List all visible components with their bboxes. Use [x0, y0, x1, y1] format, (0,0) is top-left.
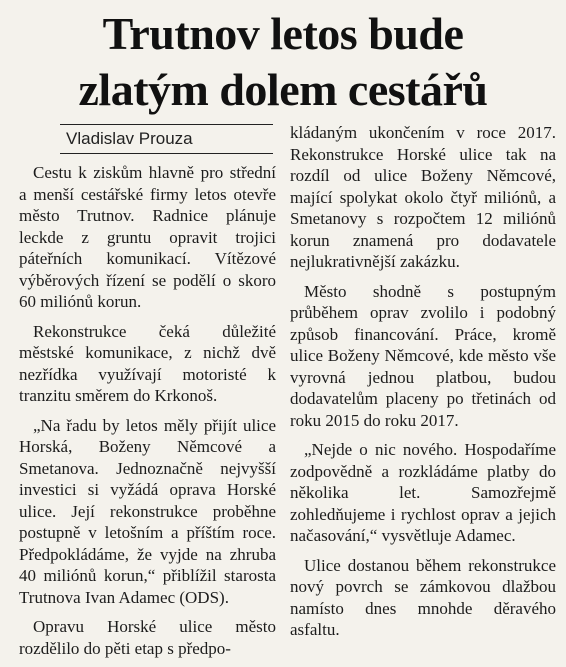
paragraph-continuation: kládaným ukončením v roce 2017. Rekonstrukce Horské ulice tak na rozdíl od ulice Boženy Němcové, mající spolykat okolo čtyř miliónů, a Smetanovy s rozpočtem 12 miliónů korun znamená pro dodavatele nejlukrativnější zakázku. [290, 123, 556, 271]
headline [0, 6, 566, 118]
paragraph: Město shodně s postupným průběhem oprav zvolilo i podobný způsob financování. Práce, kromě ulice Boženy Němcové, kde město vše vyrovná jednou platbou, budou dodavatelům placeny po třetinách od roku 2015 do roku 2017. [290, 281, 556, 430]
right-column [290, 122, 556, 649]
byline-top-rule [60, 124, 273, 125]
paragraph: „Na řadu by letos měly přijít ulice Horská, Boženy Němcové a Smetanova. Jednoznačně nejvyšší investici si vyžádá oprava Horské ulice. Její rekonstrukce proběhne postupně v letošním a příštím roce. Předpokládáme, že vyjde na zhruba 40 miliónů korun,“ přiblížil starosta Trutnova Ivan Adamec (ODS). [19, 415, 276, 607]
paragraph: „Nejde o nic nového. Hospodaříme zodpovědně a rozkládáme platby do několika let. Samozřejmě zohledňujeme i rychlost oprav a jejich načasování,“ vysvětluje Adamec. [290, 440, 556, 545]
author-byline: Vladislav Prouza [66, 129, 193, 148]
byline-bottom-rule [60, 153, 273, 154]
paragraph: Opravu Horské ulice město rozdělilo do pěti etap s předpo- [19, 617, 276, 658]
headline-line-1: Trutnov letos bude [102, 8, 464, 59]
paragraph: Cestu k ziskům hlavně pro střední a menší cestářské firmy letos otevře město Trutnov. Radnice plánuje leckde z gruntu opravit trojici páteřních komunikací. Vítězové výběrových řízení se podělí o skoro 60 miliónů korun. [19, 163, 276, 311]
left-column [19, 162, 276, 667]
paragraph: Rekonstrukce čeká důležité městské komunikace, z nichž dvě nezřídka využívají motoristé k tranzitu směrem do Krkonoš. [19, 321, 276, 405]
headline-line-2: zlatým dolem cestářů [78, 64, 488, 115]
paragraph: Ulice dostanou během rekonstrukce nový povrch se zámkovou dlažbou namísto dnes mnohde děravého asfaltu. [290, 555, 556, 639]
